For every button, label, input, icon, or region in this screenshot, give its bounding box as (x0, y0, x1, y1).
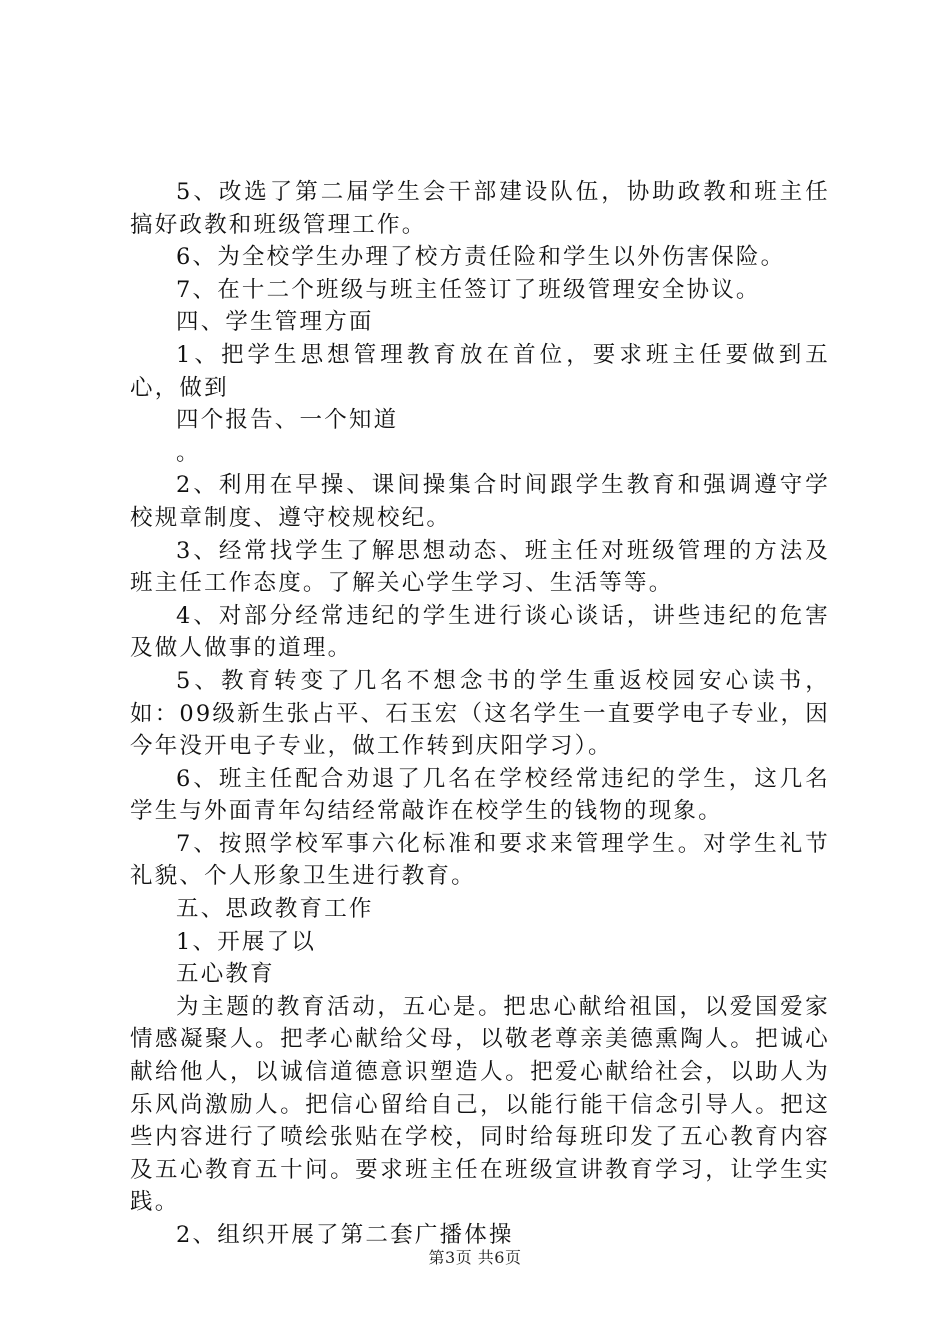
paragraph: 。 (176, 439, 201, 466)
paragraph: 五心教育 (176, 961, 275, 988)
paragraph: 2、组织开展了第二套广播体操 (176, 1222, 514, 1248)
paragraph: 6、为全校学生办理了校方责任险和学生以外伤害保险。 (176, 244, 786, 271)
paragraph: 2、利用在早操、课间操集合时间跟学生教育和强调遵守学校规章制度、遵守校规校纪。 (130, 472, 830, 531)
paragraph: 6、班主任配合劝退了几名在学校经常违纪的学生，这几名学生与外面青年勾结经常敲诈在校学生的钱物的现象。 (130, 765, 830, 825)
paragraph: 7、在十二个班级与班主任签订了班级管理安全协议。 (176, 276, 761, 303)
section-heading: 五、思政教育工作 (176, 896, 374, 923)
paragraph: 为主题的教育活动，五心是。把忠心献给祖国，以爱国爱家情感凝聚人。把孝心献给父母，以敬老尊亲美德熏陶人。把诚心献给他人，以诚信道德意识塑造人。把爱心献给社会，以助人为乐风尚激励人。把信心留给自己，以能行能干信念引导人。把这些内容进行了喷绘张贴在学校，同时给每班印发了五心教育内容及五心教育五十问。要求班主任在班级宣讲教育学习，让学生实践。 (130, 993, 830, 1216)
page-footer: 第3页 共6页 (428, 1248, 522, 1267)
paragraph: 5、改选了第二届学生会干部建设队伍，协助政教和班主任搞好政教和班级管理工作。 (130, 179, 830, 238)
document-body (130, 176, 830, 1252)
paragraph: 5、教育转变了几名不想念书的学生重返校园安心读书，如：09级新生张占平、石玉宏（这名学生一直要学电子专业，因今年没开电子专业，做工作转到庆阳学习）。 (130, 667, 830, 760)
paragraph: 4、对部分经常违纪的学生进行谈心谈话，讲些违纪的危害及做人做事的道理。 (130, 602, 830, 662)
paragraph: 7、按照学校军事六化标准和要求来管理学生。对学生礼节礼貌、个人形象卫生进行教育。 (130, 830, 830, 890)
paragraph: 四个报告、一个知道 (176, 407, 399, 434)
paragraph: 3、经常找学生了解思想动态、班主任对班级管理的方法及班主任工作态度。了解关心学生学习、生活等等。 (130, 537, 830, 597)
paragraph: 1、把学生思想管理教育放在首位，要求班主任要做到五心，做到 (130, 341, 830, 401)
section-heading: 四、学生管理方面 (176, 309, 374, 336)
paragraph: 1、开展了以 (176, 928, 317, 955)
